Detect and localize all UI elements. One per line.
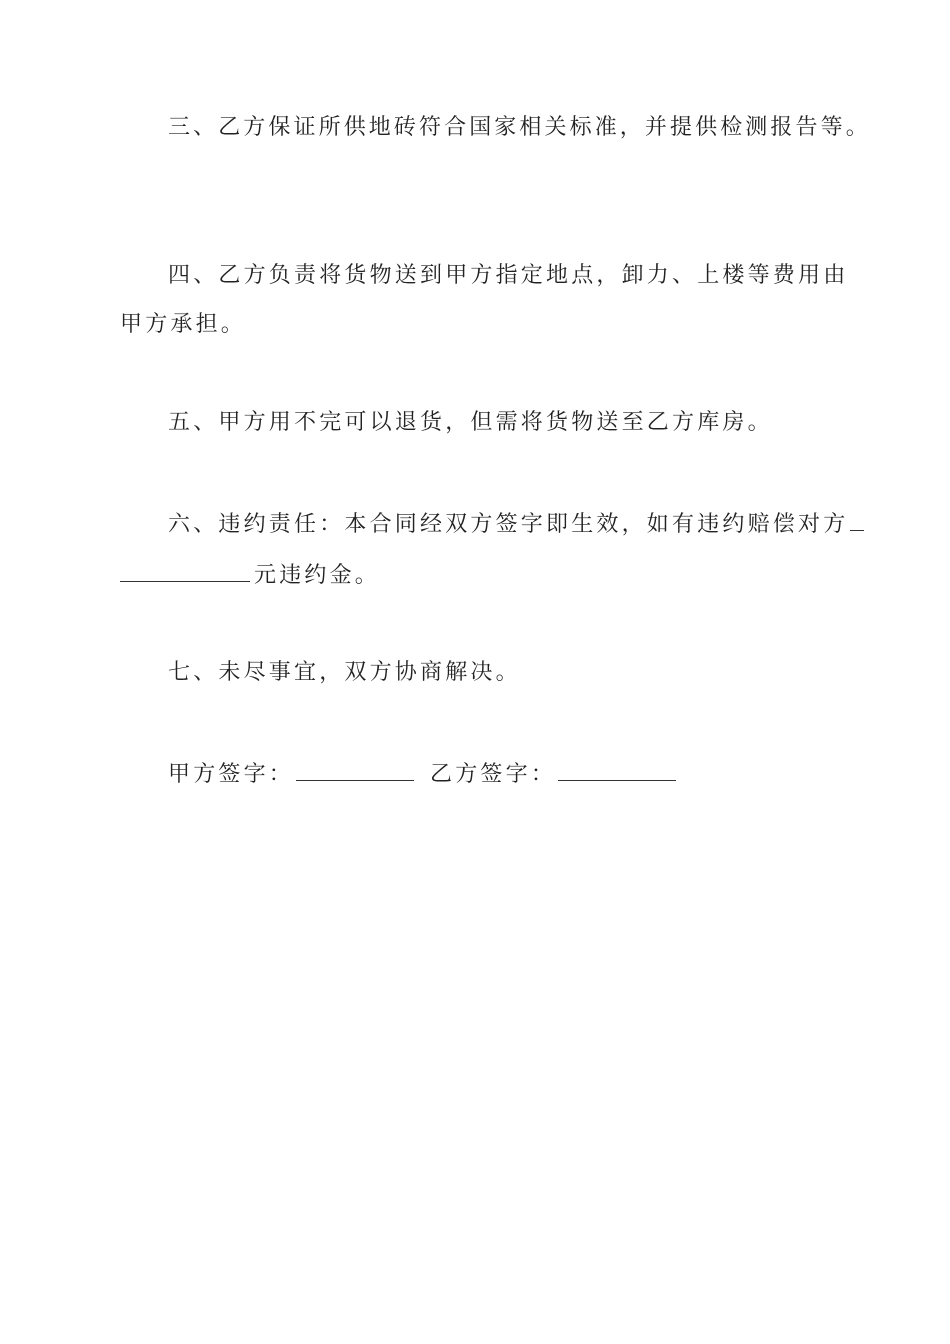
clause-6-line-1 <box>168 508 864 540</box>
clause-4-line-1 <box>168 261 848 291</box>
signature-line <box>168 758 676 790</box>
party-b-signature-blank <box>558 758 676 781</box>
clause-7-text: 七、未尽事宜，双方协商解决。 <box>168 660 521 685</box>
party-a-signature-blank <box>296 758 414 781</box>
clause-7 <box>168 658 521 688</box>
clause-4-text-1: 四、乙方负责将货物送到甲方指定地点，卸力、上楼等费用由 <box>168 263 849 288</box>
party-b-signature-label: 乙方签字： <box>430 762 557 787</box>
clause-6-text-2: 元违约金。 <box>254 563 381 588</box>
party-a-signature-label: 甲方签字： <box>168 762 295 787</box>
clause-5-text: 五、甲方用不完可以退货，但需将货物送至乙方库房。 <box>168 410 773 435</box>
clause-3-text: 三、乙方保证所供地砖符合国家相关标准，并提供检测报告等。 <box>168 115 871 140</box>
fine-amount-blank-start <box>850 508 864 531</box>
clause-4-text-2: 甲方承担。 <box>120 312 247 337</box>
fine-amount-blank <box>120 559 250 582</box>
clause-3 <box>168 113 871 143</box>
clause-6-text-1: 六、违约责任：本合同经双方签字即生效，如有违约赔偿对方 <box>168 512 849 537</box>
clause-5 <box>168 408 773 438</box>
clause-4-line-2 <box>120 310 246 340</box>
clause-6-line-2 <box>120 559 380 591</box>
